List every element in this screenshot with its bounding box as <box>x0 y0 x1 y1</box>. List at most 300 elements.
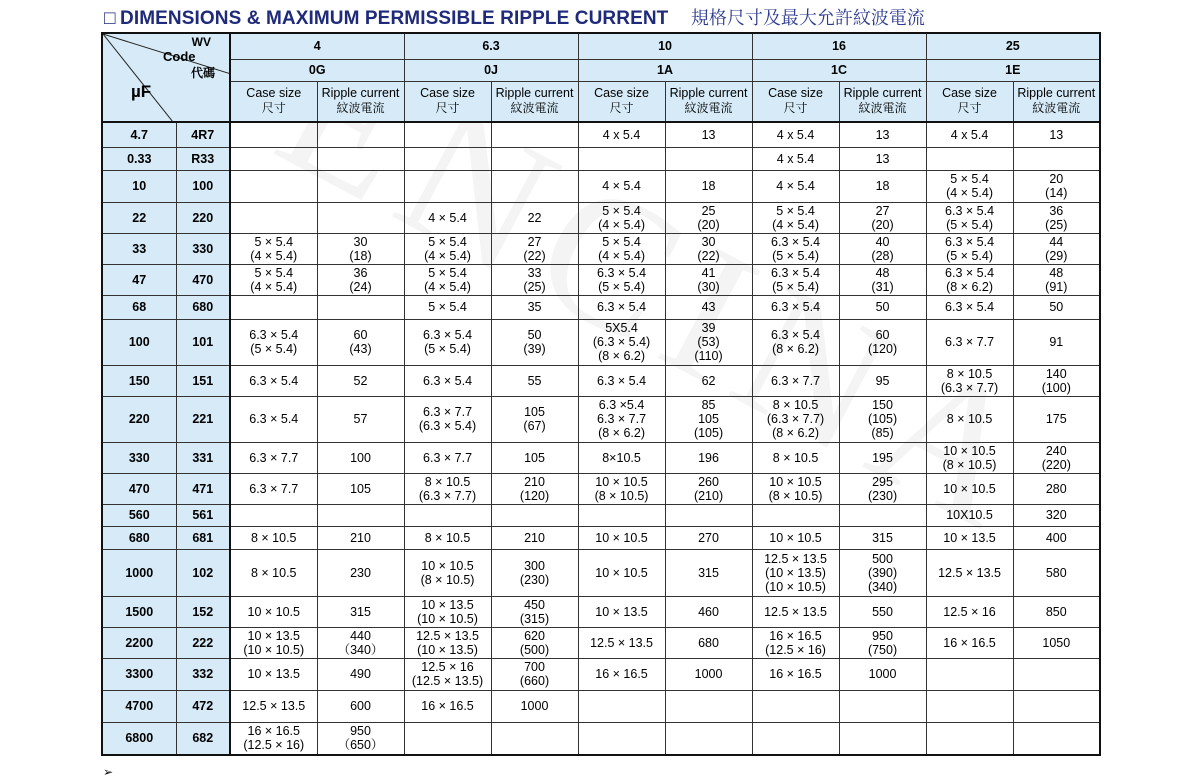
cell-text-line: 195 <box>872 450 893 465</box>
voltage-header: 16 <box>752 33 926 59</box>
cell-text-line: (315) <box>519 611 550 626</box>
cell-text-line: 20 <box>1049 172 1064 186</box>
ripple-current-cell <box>491 170 578 202</box>
cell-text-line: 52 <box>353 373 368 388</box>
case-size-cell <box>926 170 1013 202</box>
cell-text-line: (8 × 10.5) <box>768 488 823 503</box>
capacitance-cell: 10 <box>102 170 176 202</box>
voltage-header: 10 <box>578 33 752 59</box>
cell-text-line: 105 <box>350 481 371 496</box>
case-size-cell <box>578 233 665 264</box>
case-size-cell <box>230 627 317 658</box>
cell-text-line: 55 <box>527 373 542 388</box>
cell-text-line: (10 × 13.5) <box>417 642 478 657</box>
ripple-current-cell <box>839 147 926 170</box>
ripple-current-cell <box>491 147 578 170</box>
cell-text-line: 320 <box>1045 508 1067 522</box>
case-size-cell <box>926 627 1013 658</box>
case-size-cell <box>230 549 317 596</box>
case-size-cell <box>404 147 491 170</box>
case-size-header-zh: 尺寸 <box>609 101 634 116</box>
cell-text-line: 270 <box>698 530 719 545</box>
case-size-cell <box>404 549 491 596</box>
cell-text-line: 315 <box>698 565 719 580</box>
cell-text-line: (5 × 5.4) <box>946 248 993 263</box>
cell-text-line: 6.3 × 5.4 <box>249 412 299 426</box>
cell-text-line: (5 × 5.4) <box>598 279 645 294</box>
case-size-header-en: Case size <box>246 86 302 101</box>
case-size-cell <box>926 658 1013 690</box>
ripple-current-cell <box>665 690 752 722</box>
capacitance-cell: 4.7 <box>102 122 176 147</box>
cell-text-line: (4 × 5.4) <box>772 217 819 232</box>
ripple-current-cell <box>317 122 404 147</box>
capacitance-code-cell: 4R7 <box>176 122 230 147</box>
case-size-cell <box>926 549 1013 596</box>
case-size-header <box>230 81 317 122</box>
table-row <box>102 658 1100 690</box>
cell-text-line: 210 <box>350 530 371 545</box>
cell-text-line: (5 × 5.4) <box>772 279 819 294</box>
case-size-cell <box>230 442 317 473</box>
cell-text-line: (8 × 10.5) <box>420 572 475 587</box>
voltage-header: 25 <box>926 33 1100 59</box>
cell-text-line: (10 × 10.5) <box>417 611 478 626</box>
cell-text-line: 210 <box>524 474 545 489</box>
cell-text-line: (85) <box>871 426 894 440</box>
table-row <box>102 365 1100 396</box>
table-body <box>102 122 1100 755</box>
cell-text-line: 41 <box>701 265 716 280</box>
cell-text-line: 5 × 5.4 <box>602 203 641 218</box>
table-row <box>102 627 1100 658</box>
ripple-current-cell <box>665 549 752 596</box>
ripple-current-cell <box>839 365 926 396</box>
case-size-cell <box>230 658 317 690</box>
ripple-current-cell <box>491 596 578 627</box>
table-corner-header <box>102 33 230 122</box>
cell-text-line: (750) <box>867 642 898 657</box>
cell-text-line: (8 × 6.2) <box>598 426 645 440</box>
case-size-header <box>926 81 1013 122</box>
cell-text-line: (4 × 5.4) <box>424 248 471 263</box>
cell-text-line: 260 <box>698 474 719 489</box>
cell-text-line: 10 × 10.5 <box>421 558 474 573</box>
ripple-current-header <box>839 81 926 122</box>
ripple-current-cell <box>1013 365 1100 396</box>
cell-text-line: 1050 <box>1042 635 1071 650</box>
case-size-cell <box>230 504 317 526</box>
case-size-cell <box>230 319 317 365</box>
case-size-cell <box>752 233 839 264</box>
capacitance-code-cell: 682 <box>176 722 230 755</box>
ripple-current-cell <box>1013 264 1100 295</box>
cell-text-line: (25) <box>1045 217 1068 232</box>
cell-text-line: 57 <box>353 412 368 426</box>
case-size-cell <box>404 596 491 627</box>
cell-text-line: 6.3 × 5.4 <box>945 265 995 280</box>
ripple-current-cell <box>665 396 752 442</box>
case-size-cell <box>752 722 839 755</box>
ripple-current-cell <box>839 658 926 690</box>
footer-mark: ➢ <box>103 765 114 779</box>
table-row <box>102 504 1100 526</box>
ripple-current-cell <box>317 442 404 473</box>
case-size-cell <box>404 122 491 147</box>
cell-text-line: 12.5 × 13.5 <box>590 635 653 650</box>
ripple-current-cell <box>1013 295 1100 319</box>
cell-text-line: (220) <box>1041 457 1071 472</box>
cell-text-line: 50 <box>1049 300 1064 314</box>
case-size-cell <box>404 627 491 658</box>
ripple-current-cell <box>317 319 404 365</box>
cell-text-line: 4 x 5.4 <box>950 127 989 142</box>
capacitance-cell: 330 <box>102 442 176 473</box>
cell-text-line: 4 x 5.4 <box>776 151 815 166</box>
case-size-cell <box>752 264 839 295</box>
cell-text-line: 6.3 × 7.7 <box>945 335 995 349</box>
cell-text-line: 8×10.5 <box>602 450 641 465</box>
table-row <box>102 122 1100 147</box>
ripple-current-header-zh: 紋波電流 <box>1032 101 1081 116</box>
ripple-current-cell <box>491 264 578 295</box>
ripple-current-cell <box>1013 690 1100 722</box>
cell-text-line: 12.5 × 13.5 <box>938 565 1001 580</box>
cell-text-line: (14) <box>1045 186 1068 200</box>
cell-text-line: 230 <box>350 565 371 580</box>
ripple-current-cell <box>839 627 926 658</box>
cell-text-line: 100 <box>350 450 371 465</box>
case-size-cell <box>404 690 491 722</box>
capacitance-cell: 6800 <box>102 722 176 755</box>
ripple-current-cell <box>1013 319 1100 365</box>
ripple-current-cell <box>665 442 752 473</box>
ripple-current-cell <box>1013 122 1100 147</box>
ripple-current-cell <box>839 396 926 442</box>
case-size-cell <box>230 596 317 627</box>
ripple-current-cell <box>1013 147 1100 170</box>
ripple-current-cell <box>317 690 404 722</box>
cell-text-line: (660) <box>519 674 550 688</box>
case-size-cell <box>926 295 1013 319</box>
table-row <box>102 722 1100 755</box>
capacitance-code-cell: 472 <box>176 690 230 722</box>
cell-text-line: 36 <box>1049 203 1064 218</box>
case-size-cell <box>404 504 491 526</box>
cell-text-line: 6.3 × 5.4 <box>771 265 821 280</box>
ripple-current-header-zh: 紋波電流 <box>336 101 385 116</box>
ripple-current-cell <box>839 170 926 202</box>
cell-text-line: 5 × 5.4 <box>254 234 294 249</box>
table-row <box>102 549 1100 596</box>
cell-text-line: 50 <box>527 328 542 342</box>
capacitance-cell: 470 <box>102 473 176 504</box>
ripple-current-cell <box>1013 596 1100 627</box>
table-row <box>102 396 1100 442</box>
capacitance-cell: 560 <box>102 504 176 526</box>
case-size-cell <box>404 722 491 755</box>
cell-text-line: 4 × 5.4 <box>428 210 467 225</box>
ripple-current-cell <box>839 122 926 147</box>
capacitance-code-cell: R33 <box>176 147 230 170</box>
cell-text-line: 43 <box>701 300 716 314</box>
cell-text-line: 16 × 16.5 <box>595 667 648 681</box>
voltage-header: 6.3 <box>404 33 578 59</box>
case-size-cell <box>578 627 665 658</box>
cell-text-line: (24) <box>349 279 372 294</box>
ripple-current-cell <box>491 122 578 147</box>
capacitance-code-cell: 680 <box>176 295 230 319</box>
cell-text-line: (105) <box>693 426 724 440</box>
cell-text-line: 950 <box>872 628 893 643</box>
case-size-cell <box>926 122 1013 147</box>
case-size-cell <box>230 147 317 170</box>
cell-text-line: (10 × 10.5) <box>765 579 826 594</box>
ripple-current-cell <box>317 504 404 526</box>
cell-text-line: 48 <box>1049 265 1064 280</box>
ripple-current-cell <box>839 202 926 233</box>
case-size-header-zh: 尺寸 <box>783 101 808 116</box>
ripple-current-cell <box>491 504 578 526</box>
cell-text-line: (10 × 10.5) <box>243 642 305 657</box>
case-size-header-en: Case size <box>942 86 997 101</box>
cell-text-line: 44 <box>1049 234 1064 249</box>
voltage-code-header: 0G <box>230 59 404 81</box>
case-size-cell <box>404 526 491 549</box>
cell-text-line: 10 × 13.5 <box>421 597 474 612</box>
case-size-cell <box>752 627 839 658</box>
case-size-cell <box>578 549 665 596</box>
case-size-cell <box>578 147 665 170</box>
cell-text-line: (4 × 5.4) <box>250 279 298 294</box>
cell-text-line: 6.3 × 5.4 <box>945 203 995 218</box>
cell-text-line: (28) <box>871 248 894 263</box>
capacitance-code-cell: 470 <box>176 264 230 295</box>
cell-text-line: 16 × 16.5 <box>421 699 474 713</box>
cell-text-line: 50 <box>875 300 890 314</box>
ripple-current-cell <box>317 526 404 549</box>
title-chinese: 規格尺寸及最大允許紋波電流 <box>690 8 925 29</box>
cell-text-line: 10 × 10.5 <box>595 530 648 545</box>
cell-text-line: 12.5 × 13.5 <box>764 604 827 619</box>
case-size-cell <box>578 722 665 755</box>
table-row <box>102 295 1100 319</box>
cell-text-line: 450 <box>524 597 545 612</box>
ripple-current-cell <box>491 627 578 658</box>
corner-uf-label: µF <box>131 82 152 101</box>
cell-text-line: 6.3 × 5.4 <box>423 328 473 342</box>
ripple-current-cell <box>1013 473 1100 504</box>
ripple-current-cell <box>665 596 752 627</box>
case-size-cell <box>752 365 839 396</box>
capacitance-code-cell: 152 <box>176 596 230 627</box>
ripple-current-cell <box>665 365 752 396</box>
ripple-current-cell <box>491 233 578 264</box>
cell-text-line: 10 × 10.5 <box>943 481 996 496</box>
ripple-current-cell <box>665 722 752 755</box>
case-size-cell <box>926 264 1013 295</box>
case-size-header-en: Case size <box>594 86 649 101</box>
ripple-current-header-en: Ripple current <box>321 86 400 101</box>
page-title <box>104 4 925 30</box>
cell-text-line: （340） <box>337 642 384 657</box>
cell-text-line: (30) <box>697 279 720 294</box>
ripple-current-cell <box>491 319 578 365</box>
cell-text-line: (10 × 13.5) <box>765 565 826 580</box>
cell-text-line: 10 × 10.5 <box>769 474 822 489</box>
capacitance-cell: 4700 <box>102 690 176 722</box>
ripple-current-cell <box>317 202 404 233</box>
ripple-current-cell <box>317 264 404 295</box>
cell-text-line: 6.3 × 7.7 <box>771 373 821 388</box>
cell-text-line: 13 <box>875 151 890 166</box>
ripple-current-cell <box>665 233 752 264</box>
case-size-cell <box>404 365 491 396</box>
cell-text-line: 400 <box>1045 530 1067 545</box>
ripple-current-cell <box>1013 658 1100 690</box>
case-size-cell <box>230 233 317 264</box>
ripple-current-cell <box>491 549 578 596</box>
cell-text-line: (12.5 × 13.5) <box>411 674 484 688</box>
cell-text-line: 6.3 × 5.4 <box>771 300 821 314</box>
ripple-current-cell <box>839 722 926 755</box>
ripple-current-cell <box>491 658 578 690</box>
cell-text-line: (12.5 × 16) <box>765 642 826 657</box>
case-size-cell <box>404 233 491 264</box>
cell-text-line: (31) <box>871 279 894 294</box>
case-size-cell <box>752 690 839 722</box>
ripple-current-header <box>665 81 752 122</box>
cell-text-line: 700 <box>524 660 545 674</box>
case-size-cell <box>752 170 839 202</box>
case-size-cell <box>926 690 1013 722</box>
cell-text-line: (4 × 5.4) <box>598 248 645 263</box>
case-size-cell <box>404 442 491 473</box>
cell-text-line: 8 × 10.5 <box>424 474 471 489</box>
capacitance-cell: 100 <box>102 319 176 365</box>
cell-text-line: 210 <box>524 530 545 545</box>
cell-text-line: (22) <box>523 248 546 263</box>
cell-text-line: (8 × 6.2) <box>772 342 819 356</box>
cell-text-line: 8 × 10.5 <box>250 530 297 545</box>
cell-text-line: 105 <box>524 450 545 465</box>
corner-code-label: Code <box>163 49 196 64</box>
case-size-cell <box>752 295 839 319</box>
cell-text-line: (5 × 5.4) <box>250 342 298 356</box>
cell-text-line: 8 × 10.5 <box>772 398 819 412</box>
cell-text-line: 6.3 × 5.4 <box>945 234 995 249</box>
ripple-current-cell <box>491 396 578 442</box>
capacitance-code-cell: 100 <box>176 170 230 202</box>
cell-text-line: 12.5 × 13.5 <box>242 699 306 713</box>
cell-text-line: 36 <box>353 265 368 280</box>
ripple-current-header <box>317 81 404 122</box>
cell-text-line: (5 × 5.4) <box>424 342 471 356</box>
cell-text-line: (20) <box>697 217 720 232</box>
case-size-cell <box>926 473 1013 504</box>
cell-text-line: 13 <box>1049 127 1064 142</box>
case-size-cell <box>230 365 317 396</box>
cell-text-line: 60 <box>875 328 890 342</box>
cell-text-line: (22) <box>697 248 720 263</box>
cell-text-line: (210) <box>693 488 724 503</box>
cell-text-line: 48 <box>875 265 890 280</box>
cell-text-line: 5 × 5.4 <box>428 300 467 314</box>
cell-text-line: （650） <box>337 738 384 753</box>
case-size-cell <box>926 442 1013 473</box>
capacitance-cell: 22 <box>102 202 176 233</box>
ripple-current-cell <box>1013 170 1100 202</box>
cell-text-line: 1000 <box>694 667 723 681</box>
cell-text-line: (8 × 6.2) <box>772 426 819 440</box>
cell-text-line: 6.3 × 7.7 <box>597 412 647 426</box>
case-size-cell <box>404 264 491 295</box>
cell-text-line: 300 <box>524 558 545 573</box>
cell-text-line: 5 × 5.4 <box>602 234 641 249</box>
case-size-cell <box>926 202 1013 233</box>
case-size-cell <box>752 319 839 365</box>
ripple-current-cell <box>665 504 752 526</box>
cell-text-line: (340) <box>867 579 898 594</box>
case-size-cell <box>926 396 1013 442</box>
ripple-current-cell <box>317 396 404 442</box>
cell-text-line: 140 <box>1045 366 1067 381</box>
cell-text-line: 12.5 × 16 <box>943 604 996 619</box>
cell-text-line: 4 x 5.4 <box>776 127 815 142</box>
cell-text-line: (8 × 10.5) <box>942 457 997 472</box>
case-size-cell <box>926 722 1013 755</box>
case-size-cell <box>926 526 1013 549</box>
capacitance-cell: 47 <box>102 264 176 295</box>
ripple-current-cell <box>491 690 578 722</box>
cell-text-line: 6.3 × 5.4 <box>423 373 473 388</box>
ripple-current-cell <box>317 147 404 170</box>
ripple-current-cell <box>317 658 404 690</box>
capacitance-code-cell: 221 <box>176 396 230 442</box>
capacitance-code-cell: 220 <box>176 202 230 233</box>
ripple-current-cell <box>665 319 752 365</box>
ripple-current-cell <box>491 442 578 473</box>
cell-text-line: 490 <box>350 667 371 681</box>
ripple-current-header <box>1013 81 1100 122</box>
ripple-current-cell <box>1013 722 1100 755</box>
table-row <box>102 473 1100 504</box>
cell-text-line: 10 × 10.5 <box>769 530 822 545</box>
cell-text-line: 6.3 × 5.4 <box>597 373 647 388</box>
voltage-code-header: 1A <box>578 59 752 81</box>
capacitance-code-cell: 561 <box>176 504 230 526</box>
cell-text-line: 150 <box>872 398 893 412</box>
cell-text-line: (4 × 5.4) <box>946 186 993 200</box>
case-size-cell <box>926 147 1013 170</box>
case-size-cell <box>230 170 317 202</box>
ripple-current-cell <box>491 473 578 504</box>
cell-text-line: (29) <box>1045 248 1068 263</box>
case-size-header-zh: 尺寸 <box>261 101 286 116</box>
ripple-current-cell <box>665 473 752 504</box>
ripple-current-cell <box>665 147 752 170</box>
cell-text-line: 12.5 × 13.5 <box>764 551 827 566</box>
title-english: DIMENSIONS & MAXIMUM PERMISSIBLE RIPPLE CURRENT <box>120 8 669 29</box>
cell-text-line: (53) <box>697 335 720 349</box>
cell-text-line: 6.3 × 7.7 <box>249 481 299 496</box>
ripple-current-cell <box>1013 442 1100 473</box>
voltage-header: 4 <box>230 33 404 59</box>
cell-text-line: 25 <box>701 203 716 218</box>
ripple-current-cell <box>1013 504 1100 526</box>
cell-text-line: 40 <box>875 234 890 249</box>
cell-text-line: (8 × 10.5) <box>594 488 649 503</box>
